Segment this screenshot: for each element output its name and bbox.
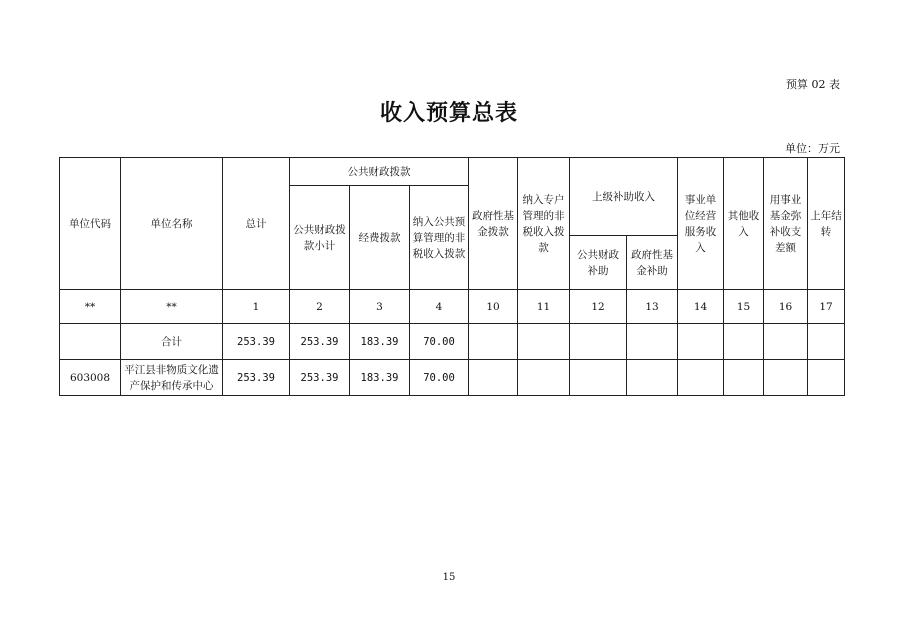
col-total: 总计 — [223, 158, 290, 290]
cell-subtotal: 253.39 — [290, 324, 350, 360]
page-title: 收入预算总表 — [379, 101, 518, 126]
index-cell: 11 — [518, 290, 570, 324]
cell-name: 平江县非物质文化遗产保护和传承中心 — [121, 360, 223, 396]
empty-cell — [764, 360, 808, 396]
empty-cell — [678, 324, 724, 360]
table-row-total — [60, 324, 845, 360]
col-gov-fund: 政府性基金拨款 — [469, 158, 518, 290]
empty-cell — [627, 324, 678, 360]
empty-cell — [469, 324, 518, 360]
index-cell: 3 — [350, 290, 410, 324]
col-group-superior-subsidy: 上级补助收入 — [570, 158, 678, 236]
index-cell: 17 — [808, 290, 845, 324]
empty-cell — [808, 324, 845, 360]
index-cell: 10 — [469, 290, 518, 324]
col-unit-name: 单位名称 — [121, 158, 223, 290]
index-cell: 13 — [627, 290, 678, 324]
index-cell: 14 — [678, 290, 724, 324]
cell-code: 603008 — [60, 360, 121, 396]
col-unit-code: 单位代码 — [60, 158, 121, 290]
cell-total: 253.39 — [223, 324, 290, 360]
cell-operating: 183.39 — [350, 324, 410, 360]
col-special-nontax: 纳入专户管理的非税收入拨款 — [518, 158, 570, 290]
col-fund-make-up: 用事业基金弥补收支差额 — [764, 158, 808, 290]
index-cell: 12 — [570, 290, 627, 324]
col-prior-year-carryover: 上年结转 — [808, 158, 845, 290]
col-other-income: 其他收入 — [724, 158, 764, 290]
cell-code — [60, 324, 121, 360]
col-gov-fund-subsidy: 政府性基金补助 — [627, 236, 678, 290]
index-row — [60, 290, 845, 324]
empty-cell — [724, 360, 764, 396]
empty-cell — [764, 324, 808, 360]
cell-name: 合计 — [121, 324, 223, 360]
empty-cell — [518, 324, 570, 360]
empty-cell — [627, 360, 678, 396]
empty-cell — [469, 360, 518, 396]
empty-cell — [724, 324, 764, 360]
cell-subtotal: 253.39 — [290, 360, 350, 396]
empty-cell — [570, 360, 627, 396]
cell-operating: 183.39 — [350, 360, 410, 396]
empty-cell — [570, 324, 627, 360]
index-cell: 16 — [764, 290, 808, 324]
unit-label: 单位：万元 — [785, 142, 840, 155]
table-row — [60, 360, 845, 396]
col-operating-funds: 经费拨款 — [350, 186, 410, 290]
cell-total: 253.39 — [223, 360, 290, 396]
cell-nontax: 70.00 — [410, 360, 469, 396]
col-business-service-income: 事业单位经营服务收入 — [678, 158, 724, 290]
budget-table — [59, 157, 845, 396]
empty-cell — [678, 360, 724, 396]
cell-nontax: 70.00 — [410, 324, 469, 360]
header-row-1 — [60, 158, 845, 186]
page-number: 15 — [442, 572, 456, 583]
col-nontax-in-budget: 纳入公共预算管理的非税收入拨款 — [410, 186, 469, 290]
col-public-finance-subsidy: 公共财政补助 — [570, 236, 627, 290]
index-cell: ** — [121, 290, 223, 324]
index-cell: 2 — [290, 290, 350, 324]
index-cell: ** — [60, 290, 121, 324]
index-cell: 1 — [223, 290, 290, 324]
index-cell: 4 — [410, 290, 469, 324]
col-group-public-finance: 公共财政拨款 — [290, 158, 469, 186]
col-public-finance-subtotal: 公共财政拨款小计 — [290, 186, 350, 290]
form-number: 预算 02 表 — [786, 78, 840, 91]
empty-cell — [808, 360, 845, 396]
empty-cell — [518, 360, 570, 396]
index-cell: 15 — [724, 290, 764, 324]
